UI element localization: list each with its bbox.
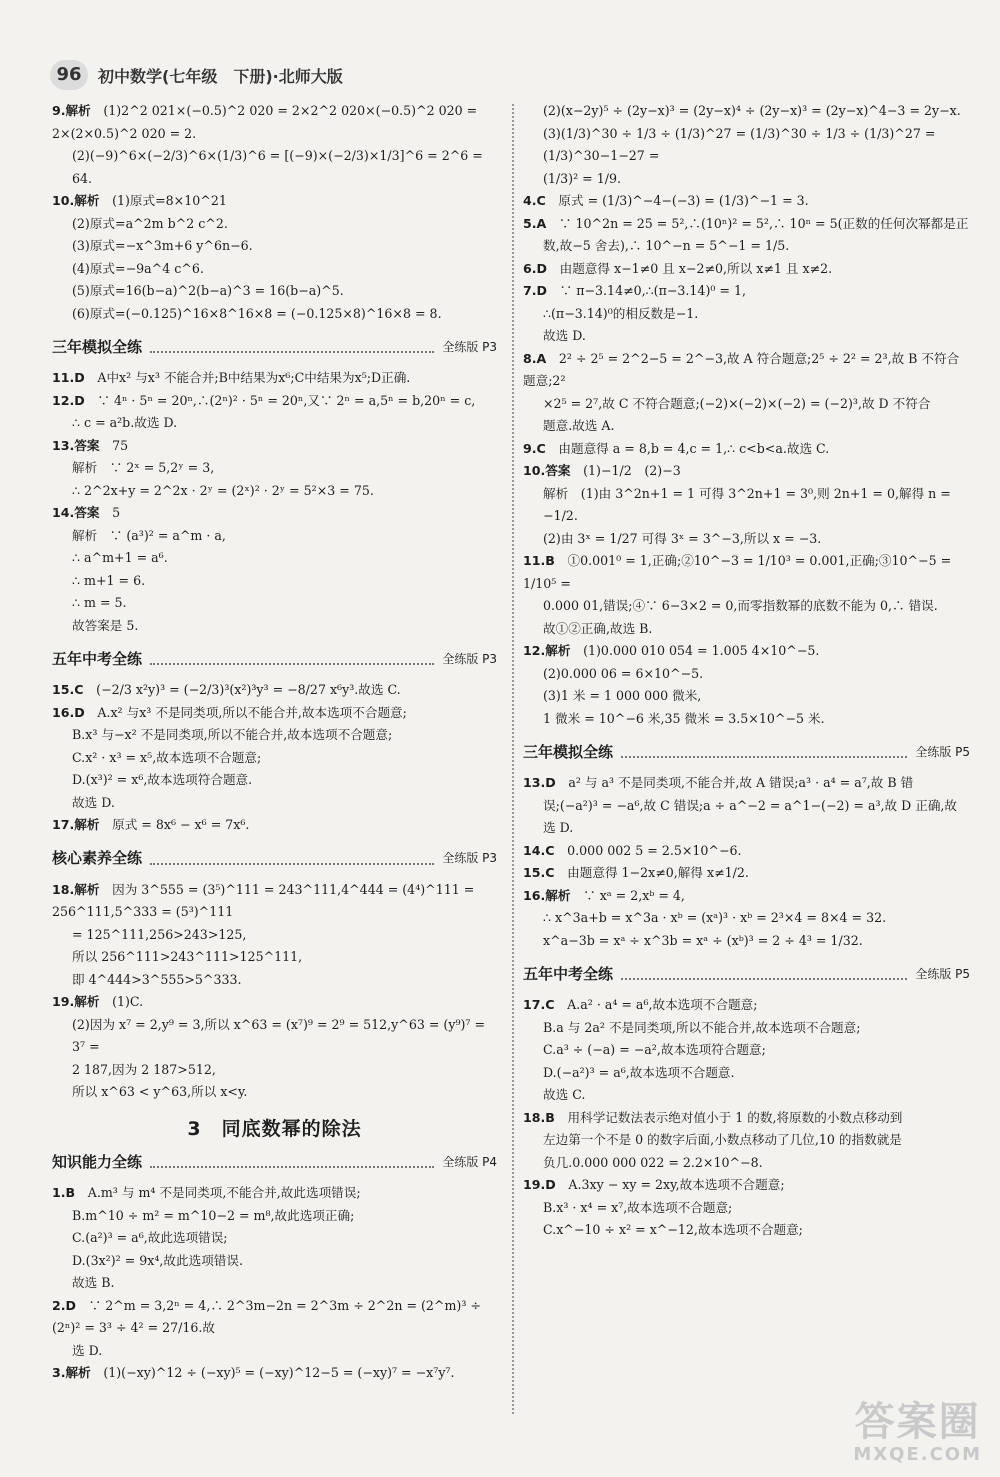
answer-line: ∴ x^3a+b = x^3a · xᵇ = (xᵃ)³ · xᵇ = 2³×4 = 8×4 = 32. xyxy=(543,910,887,925)
answer-line: (4)原式=−9a^4 c^6. xyxy=(72,260,204,276)
answer-line: 解析 (1)由 3^2n+1 = 1 可得 3^2n+1 = 3⁰,则 2n+1 = 0,解得 n = −1/2. xyxy=(543,485,951,523)
answer-line: 故选 B. xyxy=(72,1275,115,1290)
answer-line: D.(3x²)² = 9x⁴,故此选项错误. xyxy=(72,1252,243,1268)
answer-line: = 125^111,256>243>125, xyxy=(72,926,247,942)
answer-5: 5.A ∵ 10^2n = 25 = 5²,∴(10ⁿ)² = 5²,∴ 10ⁿ = 5(正数的任何次幂都是正 xyxy=(523,215,969,231)
section-dots xyxy=(150,1156,434,1168)
answer-line: C.x² · x³ = x⁵,故本选项不合题意; xyxy=(72,749,262,765)
answer-16: 16.解析 ∵ xᵃ = 2,xᵇ = 4, xyxy=(523,887,685,903)
answer-line: C.(a²)³ = a⁶,故此选项错误; xyxy=(72,1230,228,1245)
answer-12: 12.解析 (1)0.000 010 054 = 1.005 4×10^−5. xyxy=(523,643,820,658)
watermark-logo xyxy=(853,1400,982,1465)
answer-9: 9.解析 (1)2^2 021×(−0.5)^2 020 = 2×2^2 020×(−0.5)^2 020 = 2×(2×0.5)^2 020 = 2. xyxy=(52,103,478,141)
answer-line: (3)原式=−x^3m+6 y^6n−6. xyxy=(72,238,253,253)
left-column xyxy=(52,100,497,1440)
answer-line: B.x³ · x⁴ = x⁷,故本选项不合题意; xyxy=(543,1199,733,1215)
answer-line: 题意.故选 A. xyxy=(543,418,615,433)
answer-line: B.a 与 2a² 不是同类项,所以不能合并,故本选项不合题意; xyxy=(543,1019,861,1035)
answer-4: 4.C 原式 = (1/3)^−4−(−3) = (1/3)^−1 = 3. xyxy=(523,193,809,208)
chapter-title: 3 同底数幂的除法 xyxy=(187,1117,362,1140)
answer-9: 9.C 由题意得 a = 8,b = 4,c = 1,∴ c<b<a.故选 C. xyxy=(523,440,830,456)
answer-19: 19.D A.3xy − xy = 2xy,故本选项不合题意; xyxy=(523,1177,785,1192)
watermark-url: MXQE.COM xyxy=(853,1444,982,1465)
answer-line: 数,故−5 舍去),∴ 10^−n = 5^−1 = 1/5. xyxy=(543,238,790,253)
answer-line: ∴ a^m+1 = a⁶. xyxy=(72,550,168,565)
section-header xyxy=(52,333,497,361)
section-ref: 全练版 P3 xyxy=(442,339,497,354)
book-title: 初中数学(七年级 下册)·北师大版 xyxy=(98,67,343,86)
answer-line: 故选 C. xyxy=(543,1087,586,1102)
section-header xyxy=(52,645,497,673)
answer-line: 2 187,因为 2 187>512, xyxy=(72,1061,216,1077)
section-dots xyxy=(150,853,434,865)
answer-line: (2)(x−2y)⁵ ÷ (2y−x)³ = (2y−x)⁴ ÷ (2y−x)³ = (2y−x)^4−3 = 2y−x. xyxy=(543,103,961,118)
section-dots xyxy=(150,341,434,353)
section-title: 知识能力全练 xyxy=(52,1152,143,1171)
answer-line: ×2⁵ = 2⁷,故 C 不符合题意;(−2)×(−2)×(−2) = (−2)³,故 D 不符合 xyxy=(543,395,931,411)
answer-line: 故答案是 5. xyxy=(72,617,139,633)
page-number: 96 xyxy=(50,60,88,90)
section-ref: 全练版 P5 xyxy=(915,966,970,981)
answer-7: 7.D ∵ π−3.14≠0,∴(π−3.14)⁰ = 1, xyxy=(523,283,746,298)
answer-16: 16.D A.x² 与x³ 不是同类项,所以不能合并,故本选项不合题意; xyxy=(52,704,407,720)
answer-15: 15.C (−2/3 x²y)³ = (−2/3)³(x²)³y³ = −8/27 x⁶y³.故选 C. xyxy=(52,682,401,697)
section-dots xyxy=(621,968,907,980)
answer-line: 选 D. xyxy=(72,1342,103,1358)
watermark-text: 答案圈 xyxy=(854,1399,981,1445)
answer-8: 8.A 2² ÷ 2⁵ = 2^2−5 = 2^−3,故 A 符合题意;2⁵ ÷ 2² = 2³,故 B 不符合题意;2² xyxy=(523,350,960,388)
answer-line: 0.000 01,错误;④∵ 6−3×2 = 0,而零指数幂的底数不能为 0,∴ 错误. xyxy=(543,598,938,613)
answer-line: 负几.0.000 000 022 = 2.2×10^−8. xyxy=(543,1154,763,1170)
answer-line: 解析 ∵ 2ˣ = 5,2ʸ = 3, xyxy=(72,460,215,475)
answer-line: B.x³ 与−x² 不是同类项,所以不能合并,故本选项不合题意; xyxy=(72,727,393,742)
section-title: 五年中考全练 xyxy=(523,964,614,983)
section-ref: 全练版 P4 xyxy=(442,1154,497,1169)
answer-line: 1 微米 = 10^−6 米,35 微米 = 3.5×10^−5 米. xyxy=(543,710,825,726)
answer-17: 17.解析 原式 = 8x⁶ − x⁶ = 7x⁶. xyxy=(52,817,250,832)
section-header xyxy=(52,1148,497,1176)
section-header xyxy=(523,960,970,988)
section-dots xyxy=(150,653,434,665)
section-ref: 全练版 P5 xyxy=(915,744,970,759)
answer-line: 选 D. xyxy=(543,820,574,835)
answer-line: B.m^10 ÷ m² = m^10−2 = m⁸,故此选项正确; xyxy=(72,1207,355,1223)
section-dots xyxy=(621,746,907,758)
answer-line: 所以 x^63 < y^63,所以 x<y. xyxy=(72,1084,248,1099)
section-title: 三年模拟全练 xyxy=(52,337,143,356)
answer-line: (2)因为 x⁷ = 2,y⁹ = 3,所以 x^63 = (x⁷)⁹ = 2⁹ = 512,y^63 = (y⁹)⁷ = 3⁷ = xyxy=(72,1016,486,1054)
answer-line: (5)原式=16(b−a)^2(b−a)^3 = 16(b−a)^5. xyxy=(72,283,344,298)
answer-line: (2)由 3ˣ = 1/27 可得 3ˣ = 3^−3,所以 x = −3. xyxy=(543,530,822,546)
answer-line: C.a³ ÷ (−a) = −a²,故本选项符合题意; xyxy=(543,1042,766,1057)
answer-12: 12.D ∵ 4ⁿ · 5ⁿ = 20ⁿ,∴(2ⁿ)² · 5ⁿ = 20ⁿ,又∵ 2ⁿ = a,5ⁿ = b,20ⁿ = c, xyxy=(52,392,476,408)
answer-line: ∴ m = 5. xyxy=(72,595,127,610)
answer-line: 解析 ∵ (a³)² = a^m · a, xyxy=(72,527,226,543)
answer-line: (3)(1/3)^30 ÷ 1/3 ÷ (1/3)^27 = (1/3)^30 ÷ 1/3 ÷ (1/3)^27 = (1/3)^30−1−27 = xyxy=(543,125,936,163)
section-header xyxy=(52,845,497,873)
answer-18: 18.B 用科学记数法表示绝对值小于 1 的数,将原数的小数点移动到 xyxy=(523,1109,903,1125)
answer-line: D.(−a²)³ = a⁶,故本选项不合题意. xyxy=(543,1064,735,1080)
page-header xyxy=(50,60,950,96)
section-ref: 全练版 P3 xyxy=(442,851,497,866)
answer-line: (3)1 米 = 1 000 000 微米, xyxy=(543,688,702,703)
answer-11: 11.D A中x² 与x³ 不能合并;B中结果为x⁶;C中结果为x⁵;D正确. xyxy=(52,370,411,385)
answer-line: 故选 D. xyxy=(72,794,115,810)
answer-line: D.(x³)² = x⁶,故本选项符合题意. xyxy=(72,772,253,787)
answer-10: 10.解析 (1)原式=8×10^21 xyxy=(52,193,227,208)
answer-11: 11.B ①0.001⁰ = 1,正确;②10^−3 = 1/10³ = 0.001,正确;③10^−5 = 1/10⁵ = xyxy=(523,553,952,591)
answer-6: 6.D 由题意得 x−1≠0 且 x−2≠0,所以 x≠1 且 x≠2. xyxy=(523,260,833,276)
section-ref: 全练版 P3 xyxy=(442,651,497,666)
answer-line: 故①②正确,故选 B. xyxy=(543,620,653,636)
answer-line: ∴ c = a²b.故选 D. xyxy=(72,415,178,430)
answer-10: 10.答案 (1)−1/2 (2)−3 xyxy=(523,463,681,478)
answer-line: (1/3)² = 1/9. xyxy=(543,170,621,186)
answer-line: (2)0.000 06 = 6×10^−5. xyxy=(543,665,704,681)
answer-15: 15.C 由题意得 1−2x≠0,解得 x≠1/2. xyxy=(523,865,749,880)
answer-14: 14.答案 5 xyxy=(52,505,121,520)
answer-line: 左边第一个不是 0 的数字后面,小数点移动了几位,10 的指数就是 xyxy=(543,1132,902,1147)
section-title: 三年模拟全练 xyxy=(523,742,614,761)
section-title: 五年中考全练 xyxy=(52,649,143,668)
answer-19: 19.解析 (1)C. xyxy=(52,994,144,1009)
answer-line: (2)(−9)^6×(−2/3)^6×(1/3)^6 = [(−9)×(−2/3)×1/3]^6 = 2^6 = 64. xyxy=(72,148,483,186)
answer-1: 1.B A.m³ 与 m⁴ 不是同类项,不能合并,故此选项错误; xyxy=(52,1185,361,1200)
answer-13: 13.D a² 与 a³ 不是同类项,不能合并,故 A 错误;a³ · a⁴ = a⁷,故 B 错 xyxy=(523,775,914,790)
column-divider xyxy=(512,104,514,1414)
answer-3: 3.解析 (1)(−xy)^12 ÷ (−xy)⁵ = (−xy)^12−5 = (−xy)⁷ = −x⁷y⁷. xyxy=(52,1365,455,1380)
answer-line: (2)原式=a^2m b^2 c^2. xyxy=(72,215,228,231)
answer-13: 13.答案 75 xyxy=(52,437,129,453)
right-column xyxy=(523,100,970,1440)
section-header xyxy=(523,738,970,766)
answer-14: 14.C 0.000 002 5 = 2.5×10^−6. xyxy=(523,842,742,858)
answer-line: ∴ m+1 = 6. xyxy=(72,572,146,588)
answer-line: x^a−3b = xᵃ ÷ x^3b = xᵃ ÷ (xᵇ)³ = 2 ÷ 4³ = 1/32. xyxy=(543,932,863,948)
answer-line: ∴(π−3.14)⁰的相反数是−1. xyxy=(543,305,699,321)
answer-line: (6)原式=(−0.125)^16×8^16×8 = (−0.125×8)^16×8 = 8. xyxy=(72,305,442,321)
answer-line: 故选 D. xyxy=(543,328,586,343)
answer-line: 误;(−a²)³ = −a⁶,故 C 错误;a ÷ a^−2 = a^1−(−2) = a³,故 D 正确,故 xyxy=(543,797,958,813)
answer-line: 即 4^444>3^555>5^333. xyxy=(72,971,242,987)
answer-18: 18.解析 因为 3^555 = (3⁵)^111 = 243^111,4^444 = (4⁴)^111 = 256^111,5^333 = (5³)^111 xyxy=(52,881,475,919)
answer-17: 17.C A.a² · a⁴ = a⁶,故本选项不合题意; xyxy=(523,997,758,1012)
answer-line: 所以 256^111>243^111>125^111, xyxy=(72,949,303,964)
answer-line: C.x^−10 ÷ x² = x^−12,故本选项不合题意; xyxy=(543,1222,803,1237)
answer-2: 2.D ∵ 2^m = 3,2ⁿ = 4,∴ 2^3m−2n = 2^3m ÷ 2^2n = (2^m)³ ÷ (2ⁿ)² = 3³ ÷ 4² = 27/16.故 xyxy=(52,1297,481,1335)
answer-line: ∴ 2^2x+y = 2^2x · 2ʸ = (2ˣ)² · 2ʸ = 5²×3 = 75. xyxy=(72,482,374,498)
section-title: 核心素养全练 xyxy=(52,849,143,868)
